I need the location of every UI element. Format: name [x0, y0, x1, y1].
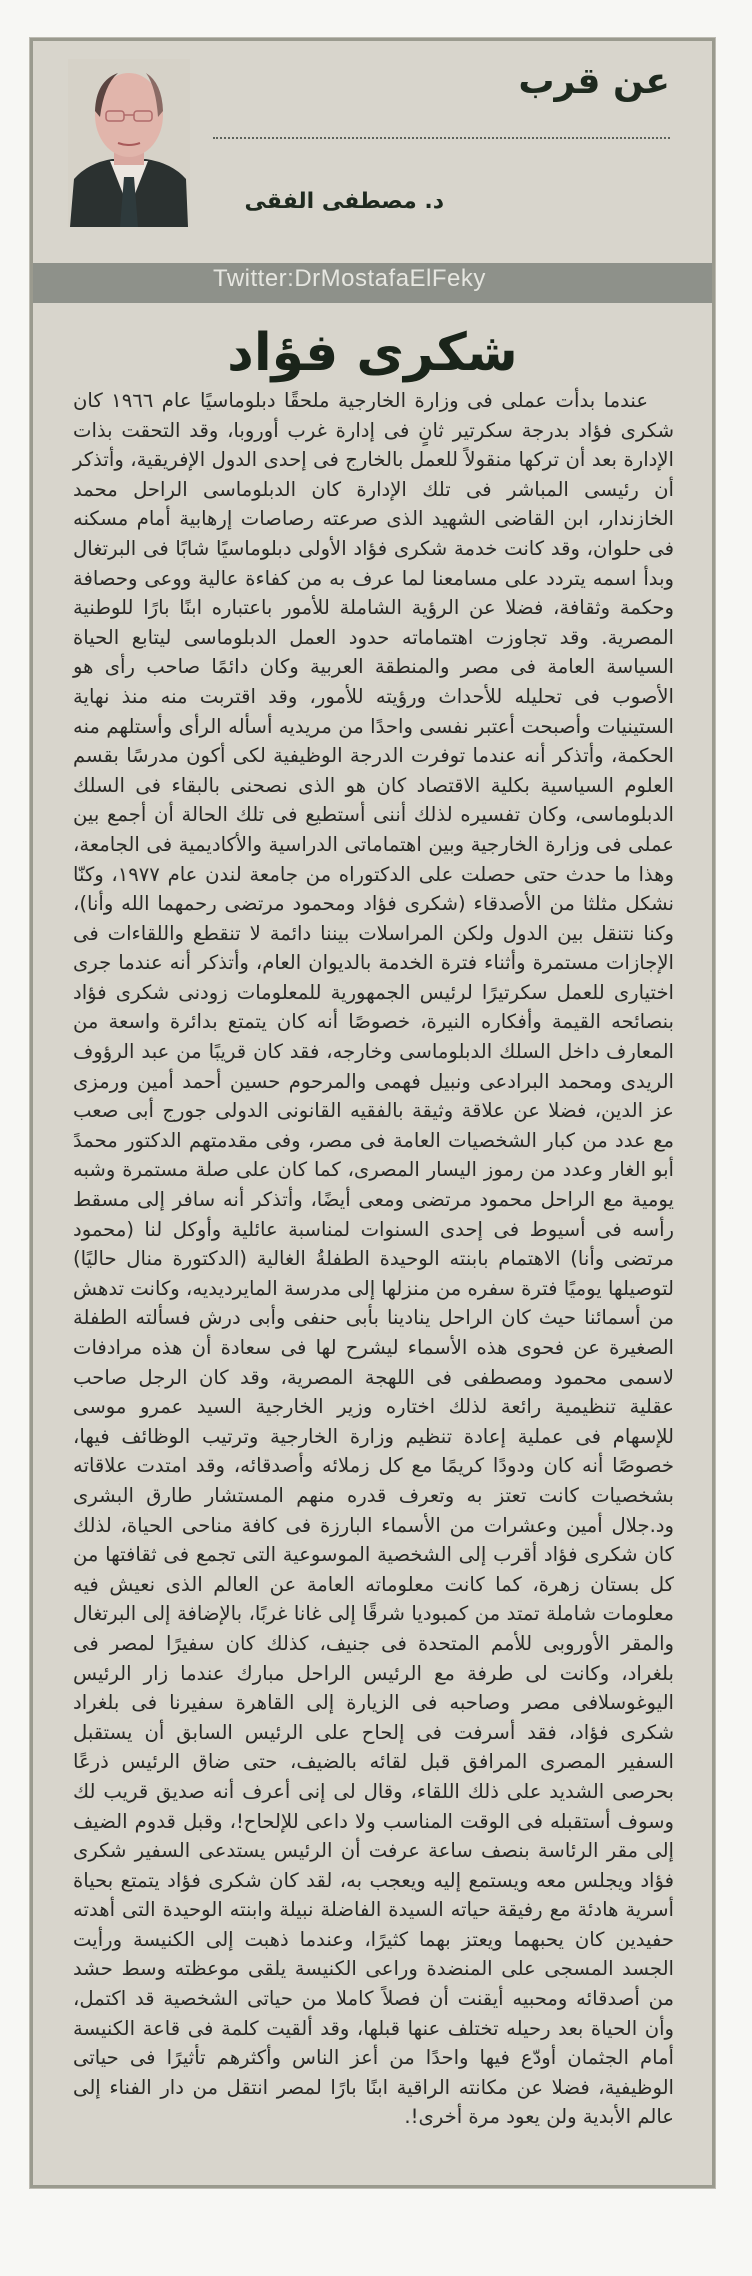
author-photo [68, 59, 190, 227]
twitter-handle: Twitter:DrMostafaElFeky [213, 265, 486, 292]
article-paragraph: عندما بدأت عملى فى وزارة الخارجية ملحقًا دبلوماسيًا عام ١٩٦٦ كان شكرى فؤاد بدرجة سكرتير ثانٍ فى إدارة غرب أوروبا، وقد التحقت بذات الإدارة بعد أن تركها منقولاً للعمل بالخارج فى إحدى الدول الإفريقية، وأتذكر أن رئيسى المباشر فى تلك الإدارة كان الدبلوماسى الراحل محمد الخازندار، ابن القاضى الشهيد الذى صرعته رصاصات إرهابية أمام مسكنه فى حلوان، وقد كانت خدمة شكرى فؤاد الأولى دبلوماسيًا شابًا فى البرتغال وبدأ اسمه يتردد على مسامعنا لما عرف به من كفاءة عالية ووعى وحصافة وحكمة وثقافة، فضلا عن الرؤية الشاملة للأمور باعتباره ابنًا بارًا للوطنية المصرية. وقد تجاوزت اهتماماته حدود العمل الدبلوماسى ليتابع الحياة السياسة العامة فى مصر والمنطقة العربية وكان دائمًا صاحب رأى هو الأصوب فى تحليله للأحداث ورؤيته للأمور، وقد اقتربت منه منذ نهاية الستينيات وأصبحت أعتبر نفسى واحدًا من مريديه أسأله الرأى وأستلهم منه الحكمة، وأتذكر أنه عندما توفرت الدرجة الوظيفية لكى أكون مدرسًا بقسم العلوم السياسية بكلية الاقتصاد كان هو الذى نصحنى بالبقاء فى السلك الدبلوماسى، وكان تفسيره لذلك أننى أستطيع فى تلك الحالة أن أجمع بين عملى فى وزارة الخارجية وبين اهتماماتى الدراسية والأكاديمية فى الجامعة، وهذا ما حدث حتى حصلت على الدكتوراه من جامعة لندن عام ١٩٧٧، وكنّا نشكل مثلثا من الأصدقاء (شكرى فؤاد ومحمود مرتضى رحمهما الله وأنا)، وكنا نتنقل بين الدول ولكن المراسلات بيننا دائمة لا تنقطع واللقاءات فى الإجازات مستمرة وأثناء فترة الخدمة بالديوان العام، وأتذكر أنه عندما جرى اختيارى للعمل سكرتيرًا لرئيس الجمهورية للمعلومات زودنى شكرى فؤاد بنصائحه القيمة وأفكاره النيرة، خصوصًا أنه كان يتمتع بدائرة واسعة من المعارف داخل السلك الدبلوماسى وخارجه، فقد كان قريبًا من عبد الرؤوف الريدى ومحمد البرادعى ونبيل فهمى والمرحوم حسين أحمد أمين ورمزى عز الدين، فضلا عن علاقة وثيقة بالفقيه القانونى الدولى جورج أبى صعب مع عدد من كبار الشخصيات العامة فى مصر، وفى مقدمتهم الدكتور محمدً أبو الغار وعدد من رموز اليسار المصرى، كما كان على صلة مستمرة وشبه يومية مع الراحل محمود مرتضى ومعى أيضًا، وأتذكر أنه سافر إلى مسقط رأسه فى أسيوط فى إحدى السنوات لمناسبة عائلية وأوكل لنا (محمود مرتضى وأنا) الاهتمام بابنته الوحيدة الطفلةُ الغالية (الدكتورة منال حاليًا) لتوصيلها يوميًا فترة سفره من منزلها إلى مدرسة المايرديديه، وكانت تدهش من أسمائنا حيث كان الراحل ينادينا بأبى حنفى وأبى درش فسألته الطفلة الصغيرة عن فحوى هذه الأسماء ليشرح لها فى سعادة أن هذه مرادفات لاسمى محمود ومصطفى فى اللهجة المصرية، وقد كان الرجل صاحب عقلية تنظيمية رائعة لذلك اختاره وزير الخارجية السيد عمرو موسى للإسهام فى عملية إعادة تنظيم وزارة الخارجية وترتيب الوظائف فيها، خصوصًا أنه كان ودودًا كريمًا مع كل زملائه وأصدقائه، وقد امتدت علاقاته بشخصيات كانت تعتز به وتعرف قدره منهم المستشار طارق البشرى ود.جلال أمين وعشرات من الأسماء البارزة فى كافة مناحى الحياة، لذلك كان شكرى فؤاد أقرب إلى الشخصية الموسوعية التى تجمع فى ثقافتها من كل بستان زهرة، كما كانت معلوماته العامة عن العالم الذى نعيش فيه معلومات شاملة تمتد من كمبوديا شرقًا إلى غانا غربًا، بالإضافة إلى البرتغال والمقر الأوروبى للأمم المتحدة فى جنيف، كذلك كان سفيرًا لمصر فى بلغراد، وكانت لى طرفة مع الرئيس الراحل مبارك عندما زار الرئيس اليوغوسلافى مصر وصاحبه فى الزيارة إلى القاهرة سفيرنا فى بلغراد شكرى فؤاد، فقد أسرفت فى إلحاح على الرئيس السابق أن يستقبل السفير المصرى المرافق قبل لقائه بالضيف، حتى ضاق الرئيس ذرعًا بحرصى الشديد على ذلك اللقاء، وقال لى إنى أعرف أنه صديق قريب لك وسوف أستقبله فى الوقت المناسب ولا داعى للإلحاح!، وقبل قدوم الضيف إلى مقر الرئاسة بنصف ساعة عرفت أن الرئيس يستدعى السفير شكرى فؤاد ويجلس معه ويستمع إليه ويعجب به، لقد كان شكرى فؤاد يتمتع بحياة أسرية هادئة مع رفيقة حياته السيدة الفاضلة نبيلة وابنته الوحيدة التى أهدته حفيدين كان يحبهما ويعتز بهما كثيرًا، وعندما ذهبت إلى الكنيسة ورأيت الجسد المسجى على المنضدة وراعى الكنيسة يلقى موعظته وسط حشد من أصدقائه ومحبيه أيقنت أن فصلاً كاملا من حياتى الشخصية قد اكتمل، وأن الحياة بعد رحيله تختلف عنها قبلها، وقد ألقيت كلمة فى قاعة الكنيسة أمام الجثمان أودّع فيها واحدًا من أعز الناس وأكثرهم تأثيرًا فى حياتى الوظيفية، فضلا عن مكانته الراقية ابنًا بارًا لمصر انتقل من دار الفناء إلى عالم الأبدية ولن يعود مرة أخرى!. [73, 389, 674, 2129]
column-title: عن قرب [518, 61, 670, 102]
title-divider [213, 137, 670, 139]
author-name: د. مصطفى الفقى [244, 189, 444, 214]
author-portrait-icon [68, 59, 190, 227]
article-headline: شكرى فؤاد [227, 323, 518, 383]
article-body [73, 386, 674, 2132]
newspaper-clipping [30, 38, 715, 2188]
